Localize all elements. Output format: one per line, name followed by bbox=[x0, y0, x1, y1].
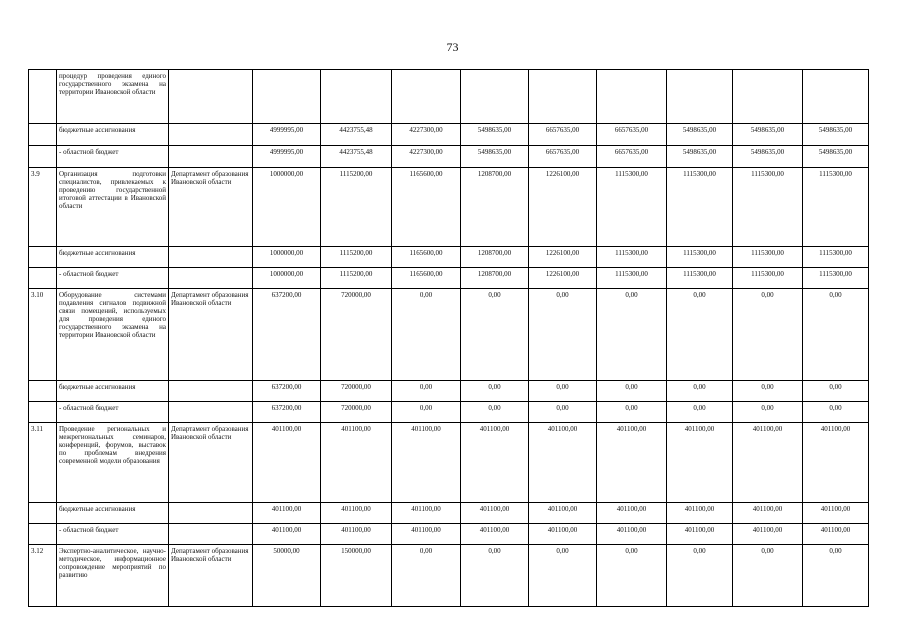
value-cell: 401100,00 bbox=[803, 524, 869, 545]
page-number: 73 bbox=[446, 40, 459, 54]
row-index: 3.11 bbox=[29, 423, 57, 503]
row-index bbox=[29, 524, 57, 545]
row-description: - областной бюджет bbox=[57, 268, 169, 289]
value-cell: 1115200,00 bbox=[321, 247, 392, 268]
value-cell: 0,00 bbox=[667, 381, 733, 402]
table-row-funding bbox=[29, 268, 869, 289]
row-description: - областной бюджет bbox=[57, 402, 169, 423]
row-description: Оборудование системами подавления сигналов подвижной связи помещений, используемых для проведения единого государственного экзамена на территории Ивановской области bbox=[57, 289, 169, 381]
value-cell: 0,00 bbox=[392, 381, 461, 402]
value-cell: 0,00 bbox=[733, 402, 803, 423]
value-cell: 0,00 bbox=[803, 381, 869, 402]
value-cell: 401100,00 bbox=[253, 503, 321, 524]
value-cell bbox=[461, 70, 529, 124]
value-cell: 0,00 bbox=[733, 289, 803, 381]
row-description: бюджетные ассигнования bbox=[57, 381, 169, 402]
value-cell: 5498635,00 bbox=[733, 146, 803, 168]
value-cell: 401100,00 bbox=[321, 423, 392, 503]
row-index: 3.10 bbox=[29, 289, 57, 381]
value-cell: 401100,00 bbox=[803, 503, 869, 524]
value-cell: 401100,00 bbox=[733, 423, 803, 503]
value-cell: 401100,00 bbox=[321, 524, 392, 545]
row-description: Экспертно-аналитическое, научно-методическое, информационное сопровождение мероприятий по развитию bbox=[57, 545, 169, 607]
value-cell: 637200,00 bbox=[253, 402, 321, 423]
value-cell: 401100,00 bbox=[529, 423, 597, 503]
value-cell: 0,00 bbox=[392, 289, 461, 381]
value-cell: 0,00 bbox=[597, 289, 667, 381]
value-cell: 0,00 bbox=[803, 545, 869, 607]
value-cell: 1226100,00 bbox=[529, 168, 597, 247]
table-row-funding bbox=[29, 146, 869, 168]
value-cell: 4423755,48 bbox=[321, 124, 392, 146]
value-cell: 1115300,00 bbox=[733, 247, 803, 268]
budget-table bbox=[28, 69, 869, 607]
value-cell: 0,00 bbox=[597, 402, 667, 423]
row-description: - областной бюджет bbox=[57, 146, 169, 168]
value-cell: 401100,00 bbox=[321, 503, 392, 524]
row-index bbox=[29, 70, 57, 124]
row-executor bbox=[169, 247, 253, 268]
value-cell bbox=[253, 70, 321, 124]
value-cell: 1115300,00 bbox=[667, 247, 733, 268]
value-cell: 401100,00 bbox=[733, 503, 803, 524]
value-cell bbox=[803, 70, 869, 124]
row-description: Организация подготовки специалистов, привлекаемых к проведению государственной итоговой аттестации в Ивановской области bbox=[57, 168, 169, 247]
value-cell: 1165600,00 bbox=[392, 247, 461, 268]
value-cell: 1208700,00 bbox=[461, 268, 529, 289]
value-cell: 50000,00 bbox=[253, 545, 321, 607]
value-cell bbox=[597, 70, 667, 124]
value-cell: 1115300,00 bbox=[733, 168, 803, 247]
value-cell: 401100,00 bbox=[461, 503, 529, 524]
value-cell: 0,00 bbox=[733, 545, 803, 607]
value-cell: 401100,00 bbox=[597, 524, 667, 545]
value-cell: 5498635,00 bbox=[667, 124, 733, 146]
row-executor bbox=[169, 524, 253, 545]
value-cell: 5498635,00 bbox=[803, 146, 869, 168]
row-index bbox=[29, 381, 57, 402]
value-cell: 401100,00 bbox=[529, 524, 597, 545]
value-cell: 0,00 bbox=[667, 289, 733, 381]
value-cell: 1115300,00 bbox=[733, 268, 803, 289]
value-cell: 0,00 bbox=[597, 545, 667, 607]
row-index bbox=[29, 402, 57, 423]
value-cell: 0,00 bbox=[803, 402, 869, 423]
value-cell: 637200,00 bbox=[253, 381, 321, 402]
row-executor bbox=[169, 402, 253, 423]
value-cell: 401100,00 bbox=[597, 423, 667, 503]
value-cell: 0,00 bbox=[733, 381, 803, 402]
value-cell: 0,00 bbox=[529, 402, 597, 423]
value-cell: 401100,00 bbox=[667, 524, 733, 545]
table-row-measure bbox=[29, 545, 869, 607]
row-index bbox=[29, 124, 57, 146]
value-cell: 1208700,00 bbox=[461, 168, 529, 247]
value-cell: 1115300,00 bbox=[667, 268, 733, 289]
table-row-funding bbox=[29, 402, 869, 423]
value-cell: 401100,00 bbox=[392, 423, 461, 503]
value-cell: 1115200,00 bbox=[321, 168, 392, 247]
row-executor bbox=[169, 124, 253, 146]
value-cell: 1115300,00 bbox=[803, 168, 869, 247]
value-cell: 401100,00 bbox=[667, 503, 733, 524]
value-cell: 0,00 bbox=[803, 289, 869, 381]
value-cell: 0,00 bbox=[529, 545, 597, 607]
value-cell: 401100,00 bbox=[529, 503, 597, 524]
value-cell: 6657635,00 bbox=[597, 146, 667, 168]
value-cell: 1115300,00 bbox=[803, 247, 869, 268]
value-cell: 4999995,00 bbox=[253, 146, 321, 168]
table-row-measure bbox=[29, 168, 869, 247]
row-description: Проведение региональных и межрегиональных семинаров, конференций, форумов, выставок по проблемам внедрения современной модели образования bbox=[57, 423, 169, 503]
value-cell: 1000000,00 bbox=[253, 168, 321, 247]
value-cell bbox=[733, 70, 803, 124]
value-cell: 5498635,00 bbox=[803, 124, 869, 146]
value-cell: 0,00 bbox=[529, 381, 597, 402]
value-cell: 720000,00 bbox=[321, 289, 392, 381]
value-cell: 0,00 bbox=[392, 545, 461, 607]
value-cell bbox=[667, 70, 733, 124]
value-cell: 720000,00 bbox=[321, 402, 392, 423]
value-cell: 1165600,00 bbox=[392, 168, 461, 247]
row-index bbox=[29, 268, 57, 289]
row-description: процедур проведения единого государственного экзамена на территории Ивановской области bbox=[57, 70, 169, 124]
value-cell: 401100,00 bbox=[733, 524, 803, 545]
row-executor bbox=[169, 503, 253, 524]
row-index bbox=[29, 247, 57, 268]
value-cell: 1115300,00 bbox=[597, 247, 667, 268]
row-executor bbox=[169, 70, 253, 124]
value-cell: 1208700,00 bbox=[461, 247, 529, 268]
table-row-funding bbox=[29, 381, 869, 402]
table-row-funding bbox=[29, 247, 869, 268]
value-cell: 0,00 bbox=[667, 545, 733, 607]
table-row-measure bbox=[29, 70, 869, 124]
value-cell: 637200,00 bbox=[253, 289, 321, 381]
value-cell: 6657635,00 bbox=[597, 124, 667, 146]
value-cell: 401100,00 bbox=[392, 503, 461, 524]
table-row-funding bbox=[29, 503, 869, 524]
value-cell: 401100,00 bbox=[667, 423, 733, 503]
value-cell bbox=[392, 70, 461, 124]
value-cell: 1226100,00 bbox=[529, 247, 597, 268]
value-cell: 6657635,00 bbox=[529, 124, 597, 146]
value-cell: 1115300,00 bbox=[597, 268, 667, 289]
value-cell: 1165600,00 bbox=[392, 268, 461, 289]
value-cell: 401100,00 bbox=[253, 524, 321, 545]
value-cell: 5498635,00 bbox=[733, 124, 803, 146]
row-index: 3.12 bbox=[29, 545, 57, 607]
value-cell: 5498635,00 bbox=[461, 124, 529, 146]
row-index bbox=[29, 503, 57, 524]
row-executor bbox=[169, 268, 253, 289]
row-index bbox=[29, 146, 57, 168]
value-cell: 401100,00 bbox=[461, 524, 529, 545]
row-index: 3.9 bbox=[29, 168, 57, 247]
value-cell bbox=[529, 70, 597, 124]
value-cell: 4999995,00 bbox=[253, 124, 321, 146]
row-executor bbox=[169, 381, 253, 402]
table-row-funding bbox=[29, 124, 869, 146]
row-executor: Департамент образования Ивановской области bbox=[169, 289, 253, 381]
row-executor: Департамент образования Ивановской области bbox=[169, 545, 253, 607]
row-executor bbox=[169, 146, 253, 168]
row-executor: Департамент образования Ивановской области bbox=[169, 423, 253, 503]
value-cell: 1115200,00 bbox=[321, 268, 392, 289]
value-cell: 0,00 bbox=[392, 402, 461, 423]
value-cell: 0,00 bbox=[461, 545, 529, 607]
value-cell: 6657635,00 bbox=[529, 146, 597, 168]
row-description: бюджетные ассигнования bbox=[57, 247, 169, 268]
value-cell: 4227300,00 bbox=[392, 146, 461, 168]
row-description: бюджетные ассигнования bbox=[57, 124, 169, 146]
value-cell: 0,00 bbox=[529, 289, 597, 381]
value-cell: 0,00 bbox=[461, 289, 529, 381]
value-cell: 5498635,00 bbox=[461, 146, 529, 168]
row-description: бюджетные ассигнования bbox=[57, 503, 169, 524]
value-cell: 5498635,00 bbox=[667, 146, 733, 168]
value-cell: 1226100,00 bbox=[529, 268, 597, 289]
row-executor: Департамент образования Ивановской области bbox=[169, 168, 253, 247]
value-cell: 1115300,00 bbox=[667, 168, 733, 247]
value-cell: 0,00 bbox=[461, 402, 529, 423]
value-cell: 401100,00 bbox=[803, 423, 869, 503]
value-cell: 401100,00 bbox=[253, 423, 321, 503]
value-cell: 1000000,00 bbox=[253, 268, 321, 289]
value-cell: 4227300,00 bbox=[392, 124, 461, 146]
row-description: - областной бюджет bbox=[57, 524, 169, 545]
value-cell: 4423755,48 bbox=[321, 146, 392, 168]
value-cell: 1115300,00 bbox=[597, 168, 667, 247]
value-cell: 0,00 bbox=[667, 402, 733, 423]
value-cell: 0,00 bbox=[461, 381, 529, 402]
value-cell: 1000000,00 bbox=[253, 247, 321, 268]
value-cell: 1115300,00 bbox=[803, 268, 869, 289]
value-cell: 401100,00 bbox=[597, 503, 667, 524]
table-row-measure bbox=[29, 423, 869, 503]
value-cell: 720000,00 bbox=[321, 381, 392, 402]
value-cell: 150000,00 bbox=[321, 545, 392, 607]
value-cell: 401100,00 bbox=[461, 423, 529, 503]
value-cell bbox=[321, 70, 392, 124]
value-cell: 0,00 bbox=[597, 381, 667, 402]
table-row-measure bbox=[29, 289, 869, 381]
table-row-funding bbox=[29, 524, 869, 545]
value-cell: 401100,00 bbox=[392, 524, 461, 545]
